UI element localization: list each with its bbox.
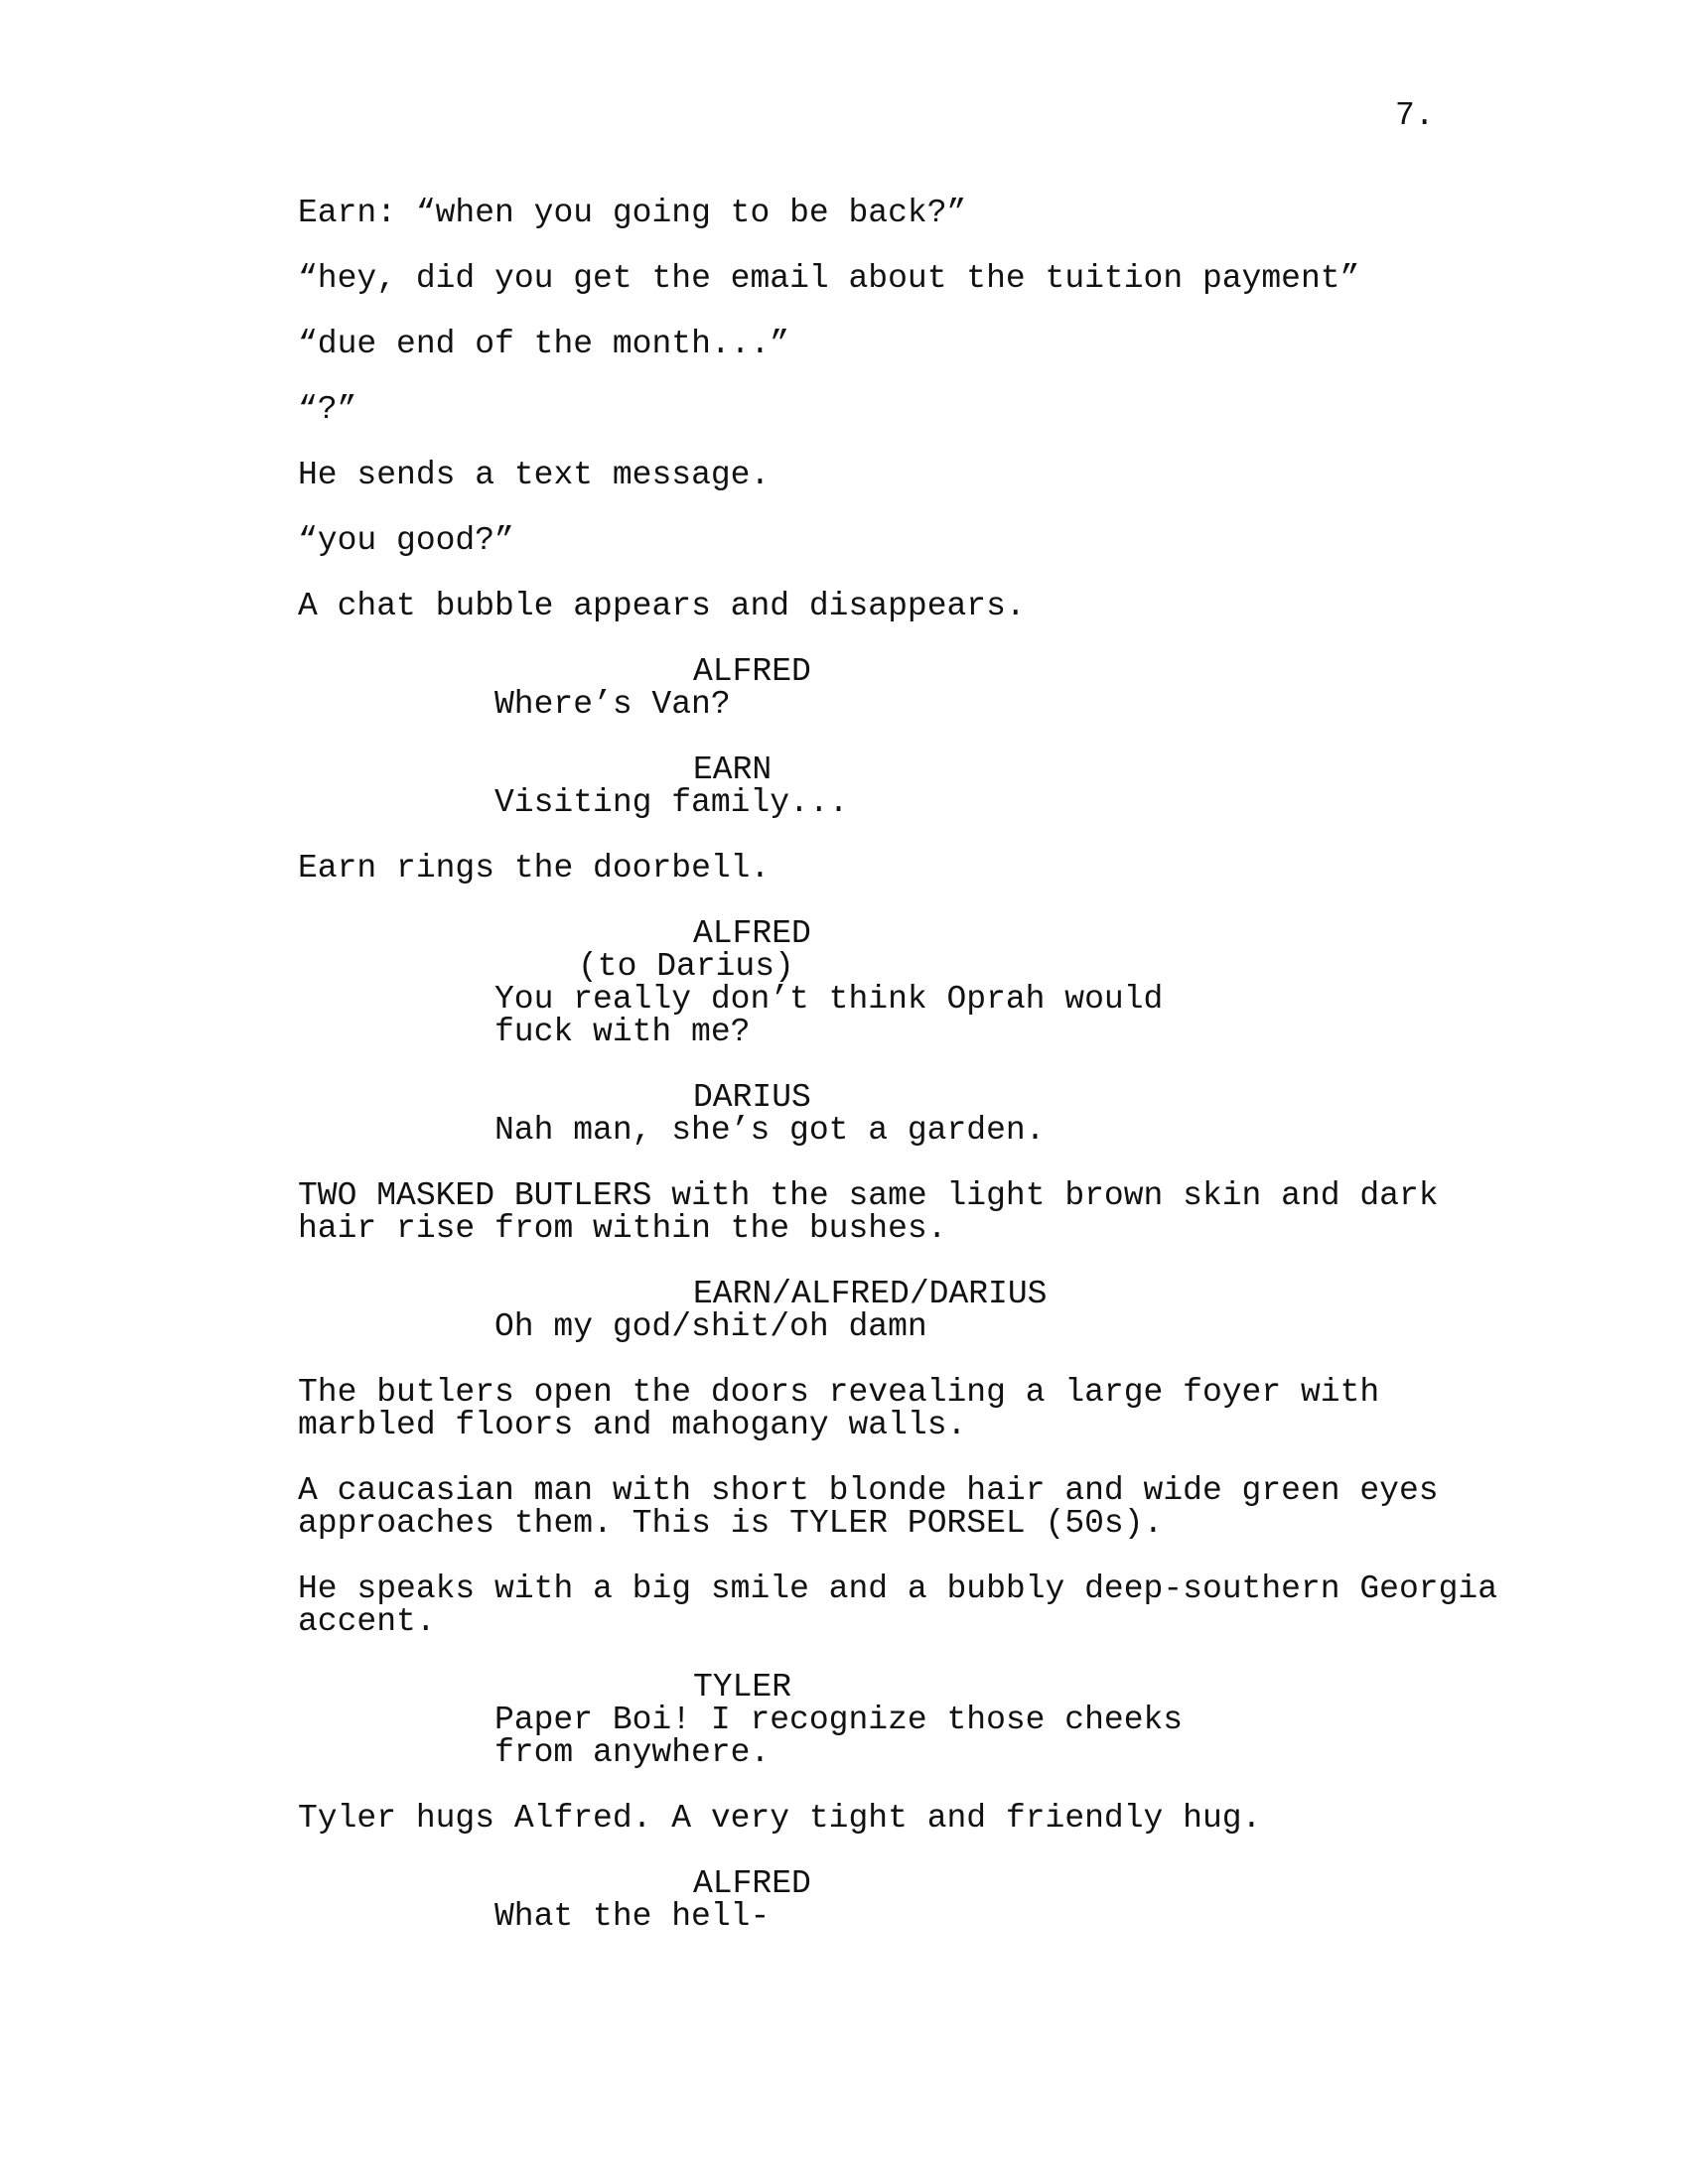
action-line: The butlers open the doors revealing a large foyer with [298, 1374, 1380, 1411]
action-line: He speaks with a big smile and a bubbly deep-southern Georgia [298, 1570, 1497, 1607]
action-line: TWO MASKED BUTLERS with the same light brown skin and dark [298, 1177, 1439, 1214]
action-line: “?” [298, 391, 357, 428]
action-line: A caucasian man with short blonde hair and wide green eyes [298, 1472, 1439, 1509]
character-name: DARIUS [693, 1079, 811, 1116]
action-line: Earn rings the doorbell. [298, 850, 771, 887]
character-name: ALFRED [693, 915, 811, 952]
dialogue-line: What the hell- [494, 1898, 771, 1935]
page-number: 7. [1395, 97, 1435, 134]
action-line: approaches them. This is TYLER PORSEL (50s). [298, 1505, 1164, 1542]
dialogue-line: from anywhere. [494, 1734, 771, 1771]
character-name: EARN/ALFRED/DARIUS [693, 1276, 1048, 1312]
action-line: He sends a text message. [298, 457, 771, 493]
action-line: “you good?” [298, 522, 514, 559]
action-line: Tyler hugs Alfred. A very tight and friendly hug. [298, 1800, 1262, 1837]
parenthetical: (to Darius) [578, 948, 794, 985]
action-line: A chat bubble appears and disappears. [298, 588, 1026, 624]
action-line: hair rise from within the bushes. [298, 1210, 947, 1247]
character-name: TYLER [693, 1669, 792, 1706]
dialogue-line: Nah man, she’s got a garden. [494, 1112, 1046, 1149]
dialogue-line: You really don’t think Oprah would [494, 981, 1164, 1018]
dialogue-line: fuck with me? [494, 1014, 751, 1050]
dialogue-line: Oh my god/shit/oh damn [494, 1308, 927, 1345]
action-line: “due end of the month...” [298, 326, 790, 362]
character-name: ALFRED [693, 653, 811, 690]
dialogue-line: Visiting family... [494, 784, 849, 821]
action-line: marbled floors and mahogany walls. [298, 1407, 967, 1443]
dialogue-line: Where’s Van? [494, 686, 731, 723]
action-line: Earn: “when you going to be back?” [298, 195, 967, 231]
action-line: “hey, did you get the email about the tuition payment” [298, 260, 1360, 297]
character-name: ALFRED [693, 1865, 811, 1902]
character-name: EARN [693, 751, 773, 788]
action-line: accent. [298, 1603, 436, 1640]
dialogue-line: Paper Boi! I recognize those cheeks [494, 1702, 1184, 1738]
